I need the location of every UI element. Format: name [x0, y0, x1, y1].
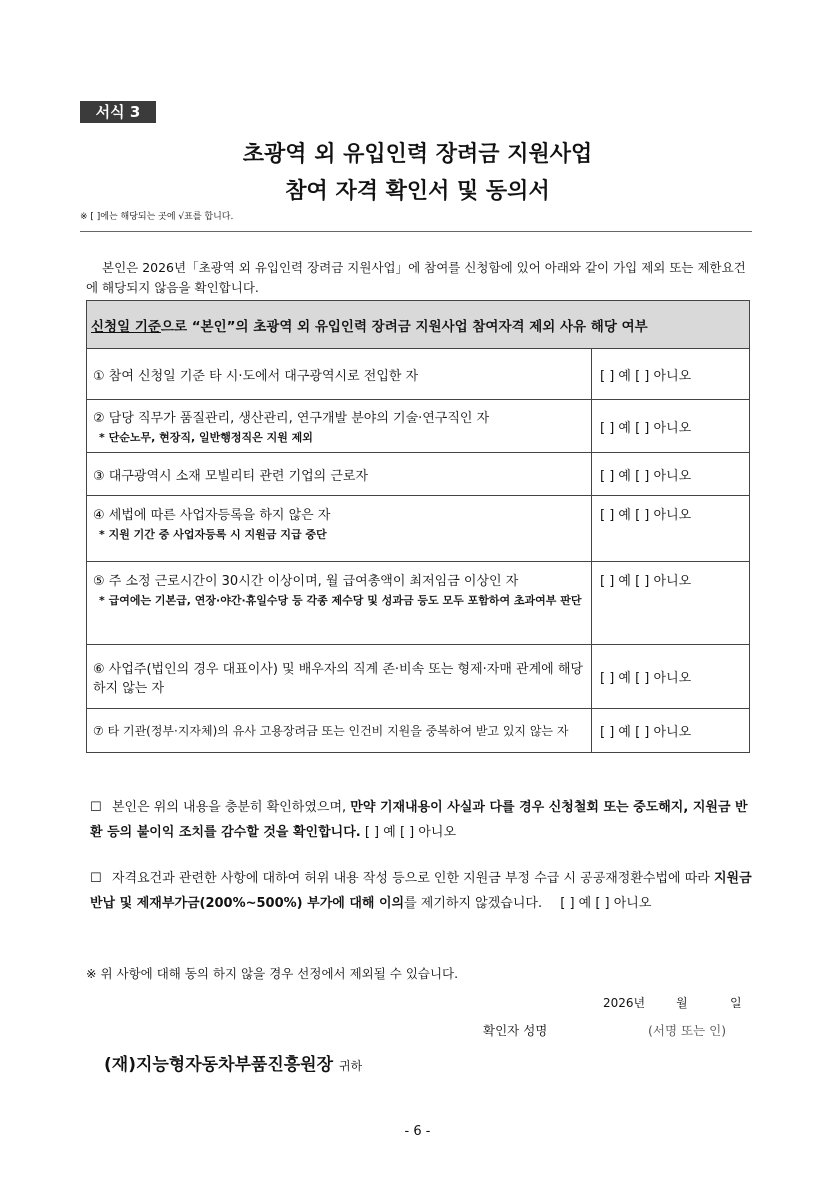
table-row — [87, 562, 750, 645]
criterion-text — [87, 496, 592, 562]
checkbox[interactable]: ☐ — [90, 871, 102, 886]
yes-no-checkboxes[interactable]: [ ] 예 [ ] 아니오 — [592, 453, 750, 496]
table-row — [87, 453, 750, 496]
checkbox[interactable]: ☐ — [90, 800, 102, 815]
page-number: - 6 - — [404, 1124, 431, 1139]
consent-bold-text: 지원금 반납 및 제재부가금(200%~500%) 부가에 대해 이의 — [90, 871, 752, 911]
table-row — [87, 496, 750, 562]
criterion-label: ① 참여 신청일 기준 타 시·도에서 대구광역시로 전입한 자 — [93, 368, 419, 384]
consent-text: 자격요건과 관련한 사항에 대하여 허위 내용 작성 등으로 인한 지원금 부정 수급 시 공공재정환수법에 따라 — [112, 871, 710, 886]
yes-no-checkboxes[interactable]: [ ] 예 [ ] 아니오 — [592, 562, 750, 645]
header-rest: 으로 “본인”의 초광역 외 유입인력 장려금 지원사업 참여자격 제외 사유 해당 여부 — [160, 318, 648, 335]
table-row — [87, 645, 750, 709]
divider — [80, 231, 752, 232]
table-row — [87, 400, 750, 453]
criterion-label: ② 담당 직무가 품질관리, 생산관리, 연구개발 분야의 기술·연구직인 자 — [93, 411, 490, 426]
date-month: 월 — [676, 996, 688, 1010]
yes-no-checkboxes[interactable]: [ ] 예 [ ] 아니오 — [592, 400, 750, 453]
yes-no-checkboxes[interactable]: [ ] 예 [ ] 아니오 — [592, 709, 750, 753]
criterion-text — [87, 645, 592, 709]
criterion-text — [87, 349, 592, 400]
yes-no-checkboxes[interactable]: [ ] 예 [ ] 아니오 — [592, 645, 750, 709]
title-line-2: 참여 자격 확인서 및 동의서 — [285, 179, 550, 204]
signature-label: (서명 또는 인) — [648, 1023, 727, 1038]
eligibility-table — [86, 300, 750, 753]
consent-statement-2 — [90, 866, 752, 916]
form-label: 서식 3 — [80, 101, 156, 123]
intro-paragraph: 본인은 2026년「초광역 외 유입인력 장려금 지원사업」에 참여를 신청함에 있어 아래와 같이 가입 제외 또는 제한요건에 해당되지 않음을 확인합니다. — [86, 260, 746, 295]
criterion-label: ⑦ 타 기관(정부·지자체)의 유사 고용장려금 또는 인건비 지원을 중복하여 받고 있지 않는 자 — [93, 724, 569, 738]
criterion-text — [87, 562, 592, 645]
criterion-note: * 단순노무, 현장직, 일반행정직은 지원 제외 — [99, 431, 313, 444]
recipient — [104, 1050, 362, 1075]
consent-options[interactable]: [ ] 예 [ ] 아니오 — [560, 896, 652, 911]
consent-text-end: 를 제기하지 않겠습니다. — [404, 896, 543, 911]
criterion-text — [87, 400, 592, 453]
consent-bold-text: 만약 기재내용이 사실과 다를 경우 신청철회 또는 중도해지, 지원금 반환 등의 불이익 조치를 감수할 것을 확인합니다. — [90, 800, 748, 840]
consent-statement-1 — [90, 795, 752, 845]
header-underlined: 신청일 기준 — [91, 318, 161, 335]
table-row — [87, 709, 750, 753]
table-row — [87, 349, 750, 400]
criterion-label: ⑥ 사업주(법인의 경우 대표이사) 및 배우자의 직계 존·비속 또는 형제·자매 관계에 해당하지 않는 자 — [93, 661, 583, 696]
consent-options[interactable]: [ ] 예 [ ] 아니오 — [364, 825, 457, 840]
table-header — [87, 301, 750, 349]
confirmer-name-label: 확인자 성명 — [483, 1023, 548, 1038]
recipient-name: (재)지능형자동차부품진흥원장 — [104, 1055, 334, 1075]
recipient-suffix: 귀하 — [339, 1059, 363, 1073]
checkbox-note: ※ [ ]에는 해당되는 곳에 √표를 합니다. — [80, 212, 234, 222]
criterion-text — [87, 709, 592, 753]
criterion-note: * 급여에는 기본급, 연장·야간·휴일수당 등 각종 제수당 및 성과금 등도 모두 포함하여 초과여부 판단 — [99, 594, 582, 607]
warning-note: ※ 위 사항에 대해 동의 하지 않을 경우 선정에서 제외될 수 있습니다. — [86, 966, 459, 981]
criterion-label: ⑤ 주 소정 근로시간이 30시간 이상이며, 월 급여총액이 최저임금 이상인 자 — [93, 574, 519, 589]
date-day: 일 — [730, 996, 742, 1010]
consent-text: 본인은 위의 내용을 충분히 확인하였으며, — [112, 800, 347, 815]
yes-no-checkboxes[interactable]: [ ] 예 [ ] 아니오 — [592, 349, 750, 400]
yes-no-checkboxes[interactable]: [ ] 예 [ ] 아니오 — [592, 496, 750, 562]
criterion-note: * 지원 기간 중 사업자등록 시 지원금 지급 중단 — [99, 528, 327, 541]
criterion-text — [87, 453, 592, 496]
criterion-label: ③ 대구광역시 소재 모빌리티 관련 기업의 근로자 — [93, 468, 369, 484]
title-line-1: 초광역 외 유입인력 장려금 지원사업 — [242, 142, 593, 167]
date-year: 2026년 — [603, 996, 646, 1010]
criterion-label: ④ 세법에 따른 사업자등록을 하지 않은 자 — [93, 508, 331, 523]
